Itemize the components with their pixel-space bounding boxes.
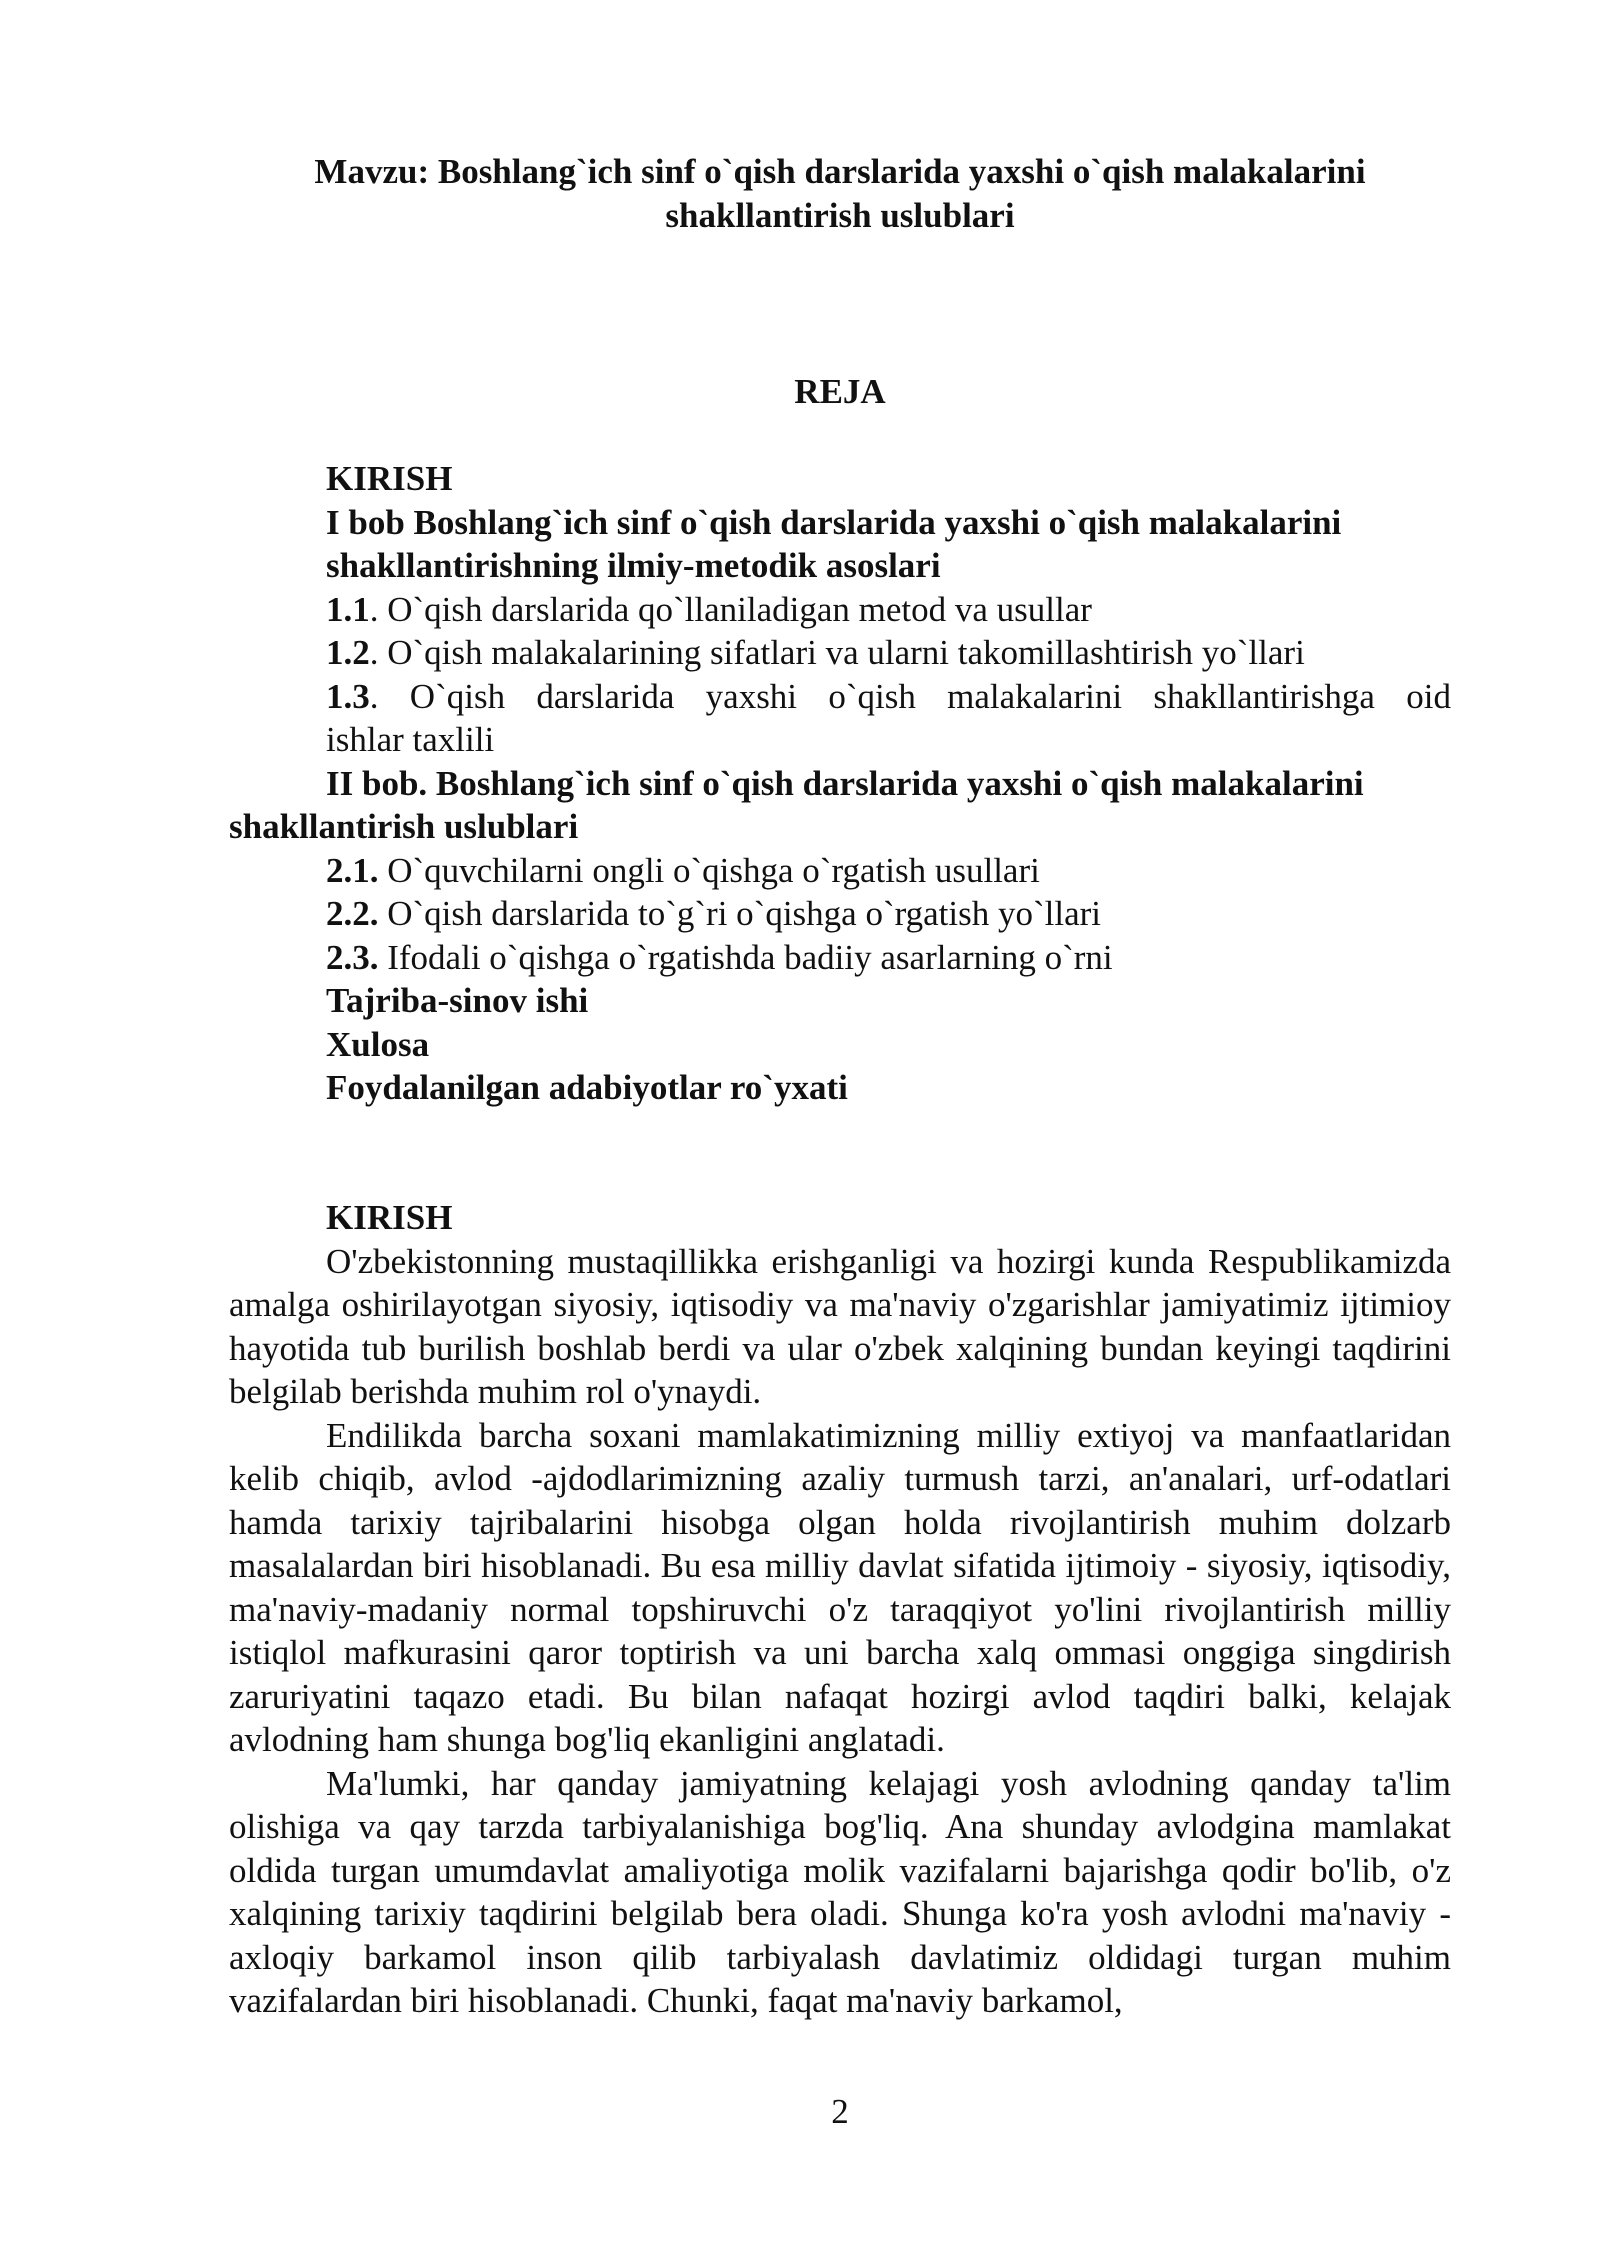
toc-references: Foydalanilgan adabiyotlar ro`yxati — [326, 1068, 848, 1107]
introduction-paragraph: Ma'lumki, har qanday jamiyatning kelajagi yosh avlodning qanday ta'lim olishiga va qay tarzda tarbiyalanishiga bog'liq. Ana shunday avlodgina mamlakat oldida turgan umumdavlat amaliyotiga molik vazifalarni bajarishga qodir bo'lib, o'z xalqining tarixiy taqdirini belgilab bera oladi. Shunga ko'ra yosh avlodni ma'naviy - axloqiy barkamol inson qilib tarbiyalash davlatimiz oldidagi turgan muhim vazifalardan biri hisoblanadi. Chunki, faqat ma'naviy barkamol, — [229, 1763, 1451, 2020]
introduction-paragraph: Endilikda barcha soxani mamlakatimizning milliy extiyoj va manfaatlaridan kelib chiqib, avlod -ajdodlarimizning azaliy turmush tarzi, an'analari, urf-odatlari hamda tarixiy tajribalarini hisobga olgan holda rivojlantirish muhim dolzarb masalalardan biri hisoblanadi. Bu esa milliy davlat sifatida ijtimoiy - siyosiy, iqtisodiy, ma'naviy-madaniy normal topshiruvchi o'z taraqqiyot yo'lini rivojlantirish milliy istiqlol mafkurasini qaror toptirish va uni barcha xalq ommasi onggiga singdirish zaruriyatini taqazo etadi. Bu bilan nafaqat hozirgi avlod taqdiri balki, kelajak avlodning ham shunga bog'liq ekanligini anglatadi. — [229, 1415, 1451, 1759]
introduction-paragraph: O'zbekistonning mustaqillikka erishganligi va hozirgi kunda Respublikamizda amalga oshirilayotgan siyosiy, iqtisodiy va ma'naviy o'zgarishlar jamiyatimiz ijtimioy hayotida tub burilish boshlab berdi va ular o'zbek xalqining bundan keyingi taqdirini belgilab berishda muhim rol o'ynaydi. — [229, 1241, 1451, 1411]
document-title — [229, 150, 1451, 238]
toc-item-text: . O`qish darslarida yaxshi o`qish malakalarini shakllantirishga oid — [369, 676, 1451, 716]
toc-item-number: 2.1. — [326, 850, 379, 890]
title-line-1: Mavzu: Boshlang`ich sinf o`qish darslarida yaxshi o`qish malakalarini — [314, 152, 1366, 191]
toc-item-number: 1.1 — [326, 589, 370, 629]
table-of-contents — [229, 457, 1451, 1110]
toc-item-text: O`qish darslarida to`g`ri o`qishga o`rgatish yo`llari — [378, 894, 1102, 933]
toc-item-text: O`quvchilarni ongli o`qishga o`rgatish usullari — [378, 850, 1040, 890]
plan-heading: REJA — [794, 372, 886, 411]
toc-intro: KIRISH — [326, 459, 453, 498]
toc-item-1-2 — [229, 631, 1451, 675]
toc-item-number: 2.2. — [326, 894, 379, 933]
toc-chapter-1-line-1: I bob Boshlang`ich sinf o`qish darslarida yaxshi o`qish malakalarini — [326, 502, 1342, 542]
introduction-heading: KIRISH — [326, 1198, 453, 1237]
toc-chapter-1-line-2: shakllantirishning ilmiy-metodik asoslari — [326, 546, 941, 585]
toc-item-number: 1.2 — [326, 633, 370, 672]
toc-item-2-2 — [229, 892, 1451, 936]
introduction-section — [229, 1196, 1451, 2023]
toc-item-text: . O`qish darslarida qo`llaniladigan metod va usullar — [369, 589, 1092, 629]
toc-item-text: . O`qish malakalarining sifatlari va ularni takomillashtirish yo`llari — [369, 633, 1305, 672]
toc-item-2-1 — [229, 849, 1451, 893]
toc-item-1-3 — [229, 675, 1451, 719]
toc-chapter-2-line-2: shakllantirish uslublari — [229, 807, 579, 846]
toc-item-1-1 — [229, 588, 1451, 632]
toc-experiment: Tajriba-sinov ishi — [326, 981, 589, 1020]
toc-item-number: 1.3 — [326, 676, 370, 716]
toc-item-1-3-continued: ishlar taxlili — [326, 720, 495, 759]
toc-item-2-3 — [229, 936, 1451, 980]
toc-item-number: 2.3. — [326, 937, 379, 977]
toc-chapter-2-line-1: II bob. Boshlang`ich sinf o`qish darslarida yaxshi o`qish malakalarini — [326, 763, 1364, 803]
title-line-2: shakllantirish uslublari — [665, 196, 1015, 235]
page-number: 2 — [831, 2092, 849, 2131]
toc-item-text: Ifodali o`qishga o`rgatishda badiiy asarlarning o`rni — [378, 937, 1113, 977]
toc-conclusion: Xulosa — [326, 1024, 430, 1064]
